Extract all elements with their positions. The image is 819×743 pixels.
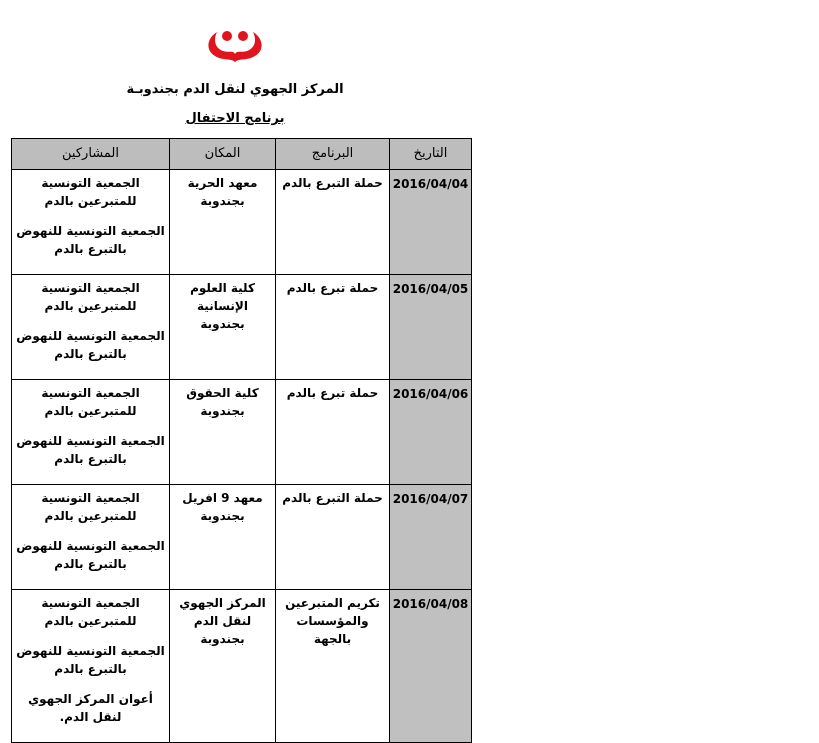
table-row [12, 380, 472, 485]
table-row [12, 590, 472, 743]
participant-item: الجمعية التونسية للمتبرعين بالدم [41, 596, 140, 628]
schedule-table [11, 138, 472, 743]
place-cell: المركز الجهوي لنقل الدم بجندوبة [170, 590, 276, 743]
column-header: المشاركين [12, 139, 170, 170]
participant-item: الجمعية التونسية للمتبرعين بالدم [41, 176, 140, 208]
participant-item: الجمعية التونسية للنهوض بالتبرع بالدم [16, 224, 165, 256]
program-subtitle: برنامج الاحتفال [185, 111, 285, 126]
place-cell: معهد 9 افريل بجندوبة [170, 485, 276, 590]
date-cell: 2016/04/07 [390, 485, 472, 590]
participants-cell [12, 170, 170, 275]
participant-item: الجمعية التونسية للمتبرعين بالدم [41, 386, 140, 418]
place-cell: معهد الحرية بجندوبة [170, 170, 276, 275]
place-cell: كلية العلوم الإنسانية بجندوبة [170, 275, 276, 380]
program-cell: حملة تبرع بالدم [276, 380, 390, 485]
date-cell: 2016/04/05 [390, 275, 472, 380]
program-cell: تكريم المتبرعين والمؤسسات بالجهة [276, 590, 390, 743]
program-cell: حملة تبرع بالدم [276, 275, 390, 380]
table-row [12, 170, 472, 275]
date-cell: 2016/04/06 [390, 380, 472, 485]
participant-item: الجمعية التونسية للنهوض بالتبرع بالدم [16, 434, 165, 466]
organization-title: المركز الجهوي لنقل الدم بجندوبـة [126, 82, 344, 97]
date-cell: 2016/04/08 [390, 590, 472, 743]
column-header: المكان [170, 139, 276, 170]
participant-item: الجمعية التونسية للنهوض بالتبرع بالدم [16, 329, 165, 361]
date-cell: 2016/04/04 [390, 170, 472, 275]
table-header-row [12, 139, 472, 170]
participant-item: الجمعية التونسية للمتبرعين بالدم [41, 281, 140, 313]
participants-cell [12, 485, 170, 590]
participant-item: الجمعية التونسية للنهوض بالتبرع بالدم [16, 539, 165, 571]
participants-cell [12, 380, 170, 485]
place-cell: كلية الحقوق بجندوبة [170, 380, 276, 485]
column-header: التاريخ [390, 139, 472, 170]
program-cell: حملة التبرع بالدم [276, 170, 390, 275]
participants-cell [12, 275, 170, 380]
table-row [12, 485, 472, 590]
participant-item: الجمعية التونسية للنهوض بالتبرع بالدم [16, 644, 165, 676]
participant-item: الجمعية التونسية للمتبرعين بالدم [41, 491, 140, 523]
column-header: البرنامج [276, 139, 390, 170]
participants-cell [12, 590, 170, 743]
blood-center-logo-icon [203, 24, 267, 64]
table-row [12, 275, 472, 380]
program-cell: حملة التبرع بالدم [276, 485, 390, 590]
participant-item: أعوان المركز الجهوي لنقل الدم. [28, 692, 153, 724]
